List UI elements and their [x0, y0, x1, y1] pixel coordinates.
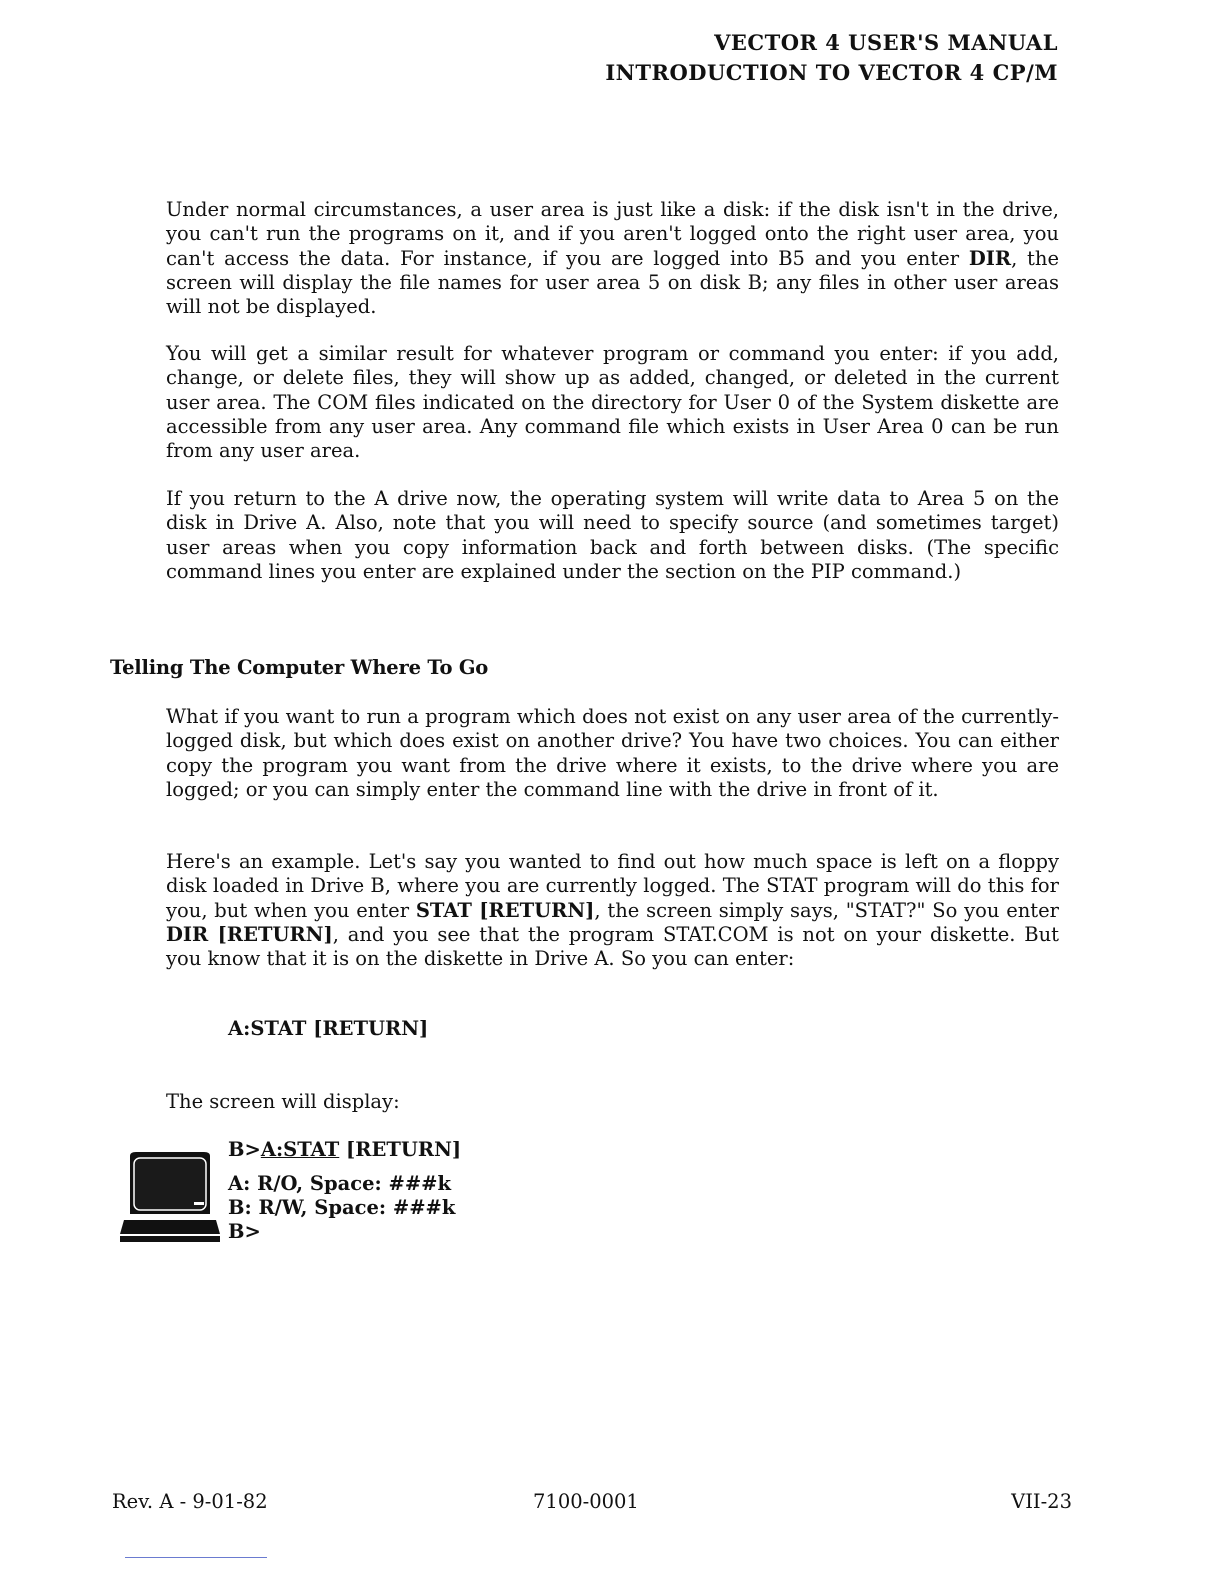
paragraph-user-area: Under normal circumstances, a user area is just like a disk: if the disk isn't in the drive, you can't run the programs on it, and if you aren't logged onto the right user area, you can't access the data. For instance, if you are logged into B5 and you enter DIR, the screen will display the file names for user area 5 on disk B; any files in other user areas will not be displayed.: [166, 198, 1059, 319]
footer-page-number: VII-23: [1011, 1490, 1072, 1513]
dir-command: DIR: [968, 246, 1012, 270]
command-example: A:STAT [RETURN]: [228, 1017, 429, 1040]
terminal-icon: [120, 1150, 220, 1246]
terminal-line-2: A: R/O, Space: ###k: [228, 1172, 452, 1195]
page-header: [605, 28, 1058, 88]
terminal-line-3: B: R/W, Space: ###k: [228, 1196, 456, 1219]
screen-intro: The screen will display:: [166, 1090, 400, 1113]
dir-return-command: DIR [RETURN]: [166, 922, 333, 946]
stat-return-command: STAT [RETURN]: [415, 898, 595, 922]
paragraph-similar-result: You will get a similar result for whatever program or command you enter: if you add, change, or delete files, they will show up as added, changed, or deleted in the current user area. The COM files indicated on the directory for User 0 of the System diskette are accessible from any user area. Any command file which exists in User Area 0 can be run from any user area.: [166, 342, 1059, 463]
paragraph-example: Here's an example. Let's say you wanted to find out how much space is left on a floppy disk loaded in Drive B, where you are currently logged. The STAT program will do this for you, but when you enter STAT [RETURN], the screen simply says, "STAT?" So you enter DIR [RETURN], and you see that the program STAT.COM is not on your diskette. But you know that it is on the diskette in Drive A. So you can enter:: [166, 850, 1059, 971]
chapter-title: INTRODUCTION TO VECTOR 4 CP/M: [605, 60, 1058, 85]
section-heading: Telling The Computer Where To Go: [110, 656, 489, 679]
footer-doc-number: 7100-0001: [533, 1490, 639, 1513]
paragraph-run-program: What if you want to run a program which does not exist on any user area of the currently-logged disk, but which does exist on another drive? You have two choices. You can either copy the program you want from the drive where it exists, to the drive where you are logged; or you can simply enter the command line with the drive in front of it.: [166, 705, 1059, 801]
terminal-line-1: B>A:STAT [RETURN]: [228, 1138, 462, 1161]
terminal-line-4: B>: [228, 1220, 261, 1243]
footer-revision: Rev. A - 9-01-82: [112, 1490, 268, 1513]
terminal-output: [228, 1138, 461, 1244]
manual-title: VECTOR 4 USER'S MANUAL: [714, 30, 1058, 55]
paragraph-return-a-drive: If you return to the A drive now, the operating system will write data to Area 5 on the disk in Drive A. Also, note that you will need to specify source (and sometimes target) user areas when you copy information back and forth between disks. (The specific command lines you enter are explained under the section on the PIP command.): [166, 487, 1059, 583]
bottom-rule: [125, 1557, 267, 1558]
